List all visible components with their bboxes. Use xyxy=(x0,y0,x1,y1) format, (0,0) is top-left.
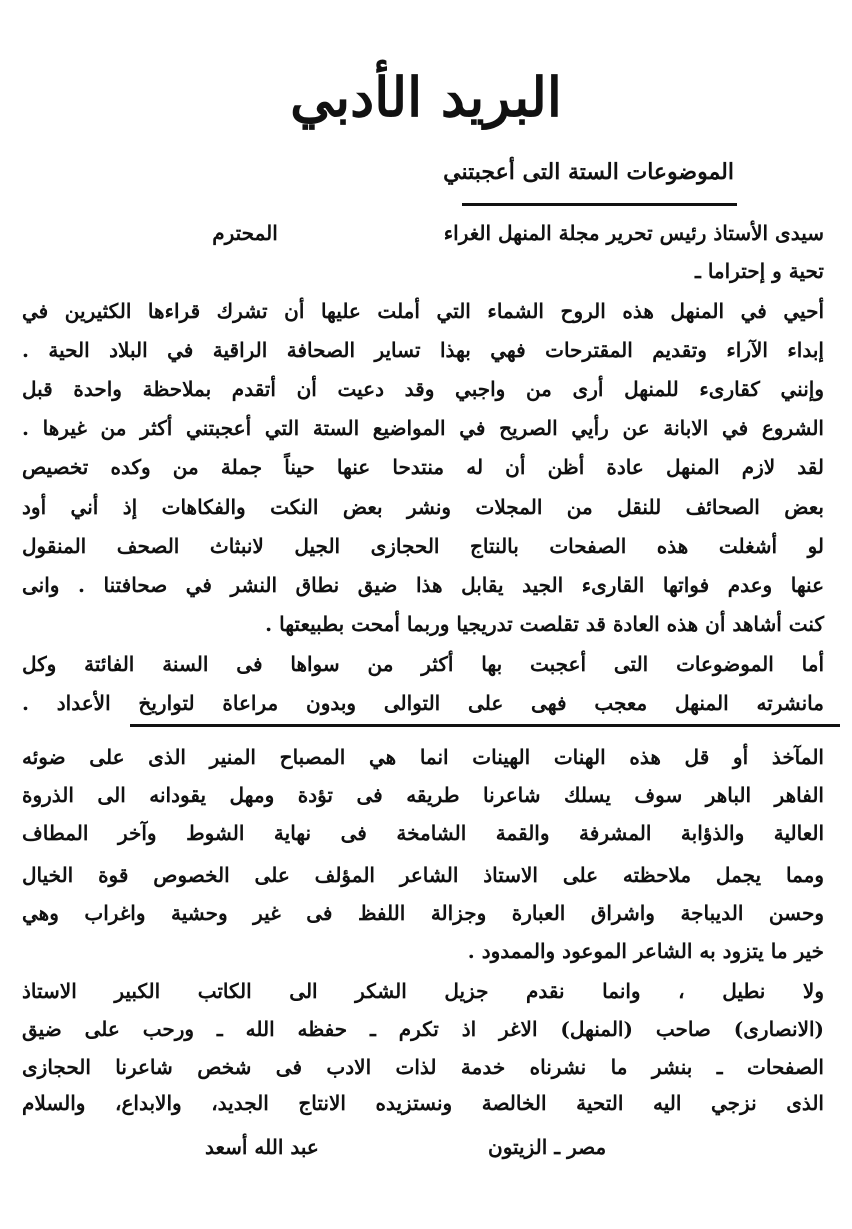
section-line: العالية والذؤابة المشرفة والقمة الشامخة فى نهاية الشوط وآخر المطاف xyxy=(22,821,824,845)
letter-line: إبداء الآراء وتقديم المقترحات فهي بهذا تساير الصحافة الراقية في البلاد الحية . xyxy=(22,338,824,362)
section-line: ومما يجمل ملاحظته على الاستاذ الشاعر المؤلف على الخصوص قوة الخيال xyxy=(22,863,825,887)
letter-line: لو أشغلت هذه الصفحات بالنتاج الحجازى الجيل لانبثاث الصحف المنقول xyxy=(22,534,824,558)
salutation-greeting: تحية و إحتراما ـ xyxy=(695,259,824,283)
letter-line: بعض الصحائف للنقل من المجلات ونشر بعض النكت والفكاهات إذ أني أود xyxy=(22,495,824,519)
masthead-title: البريد الأدبي xyxy=(290,65,562,129)
section-line: خير ما يتزود به الشاعر الموعود والممدود . xyxy=(467,939,824,963)
letter-line: كنت أشاهد أن هذه العادة قد تقلصت تدريجيا وربما أمحت بطبيعتها . xyxy=(265,612,824,636)
section-line: الفاهر الباهر سوف يسلك شاعرنا طريقه فى تؤدة ومهل يقودانه الى الذروة xyxy=(22,783,824,807)
letter-line: عنها وعدم فواتها القارىء الجيد يقابل هذا ضيق نطاق النشر في صحافتنا . وانى xyxy=(22,573,825,597)
section-divider xyxy=(130,724,840,727)
signature-place: مصر ـ الزيتون xyxy=(488,1135,607,1159)
section-line: وحسن الديباجة واشراق العبارة وجزالة اللفظ فى غير وحشية واغراب وهي xyxy=(22,901,824,925)
salutation-honorific: المحترم xyxy=(212,221,278,245)
section-line: الصفحات ـ بنشر ما نشرناه خدمة لذات الادب فى شخص شاعرنا الحجازى xyxy=(22,1055,824,1079)
section-line: المآخذ أو قل هذه الهنات الهينات انما هي المصباح المنير الذى على ضوئه xyxy=(22,745,824,769)
letter-line: الشروع في الابانة عن رأيي الصريح في المواضيع الستة التي أعجبتني أكثر من غيرها . xyxy=(22,416,824,440)
letter-line: مانشرته المنهل معجب فهى على التوالى وبدون مراعاة لتواريخ الأعداد . xyxy=(22,691,824,715)
heading-underline xyxy=(462,203,737,206)
section-line: (الانصارى) صاحب (المنهل) الاغر اذ تكرم ـ حفظه الله ـ ورحب على ضيق xyxy=(22,1017,824,1041)
letter-line: لقد لازم المنهل عادة أظن أن له منتدحا عنها حيناً جملة من وكده تخصيص xyxy=(22,455,824,479)
letter-line: أما الموضوعات التى أعجبت بها أكثر من سواها فى السنة الفائتة وكل xyxy=(22,652,824,676)
signature-name: عبد الله أسعد xyxy=(205,1135,319,1159)
letter-line: وإنني كقارىء للمنهل أرى من واجبي وقد دعيت أن أتقدم بملاحظة واحدة قبل xyxy=(22,377,824,401)
section-line: الذى نزجي اليه التحية الخالصة ونستزيده الانتاج الجديد، والابداع، والسلام xyxy=(22,1091,824,1115)
salutation-address: سيدى الأستاذ رئيس تحرير مجلة المنهل الغراء xyxy=(443,221,824,245)
letter-line: أحيي في المنهل هذه الروح الشماء التي أملت عليها أن تشرك قراءها الكثيرين في xyxy=(22,299,824,323)
section-line: ولا نطيل ، وانما نقدم جزيل الشكر الى الكاتب الكبير الاستاذ xyxy=(22,979,825,1003)
article-heading: الموضوعات الستة التى أعجبتني xyxy=(443,159,734,185)
